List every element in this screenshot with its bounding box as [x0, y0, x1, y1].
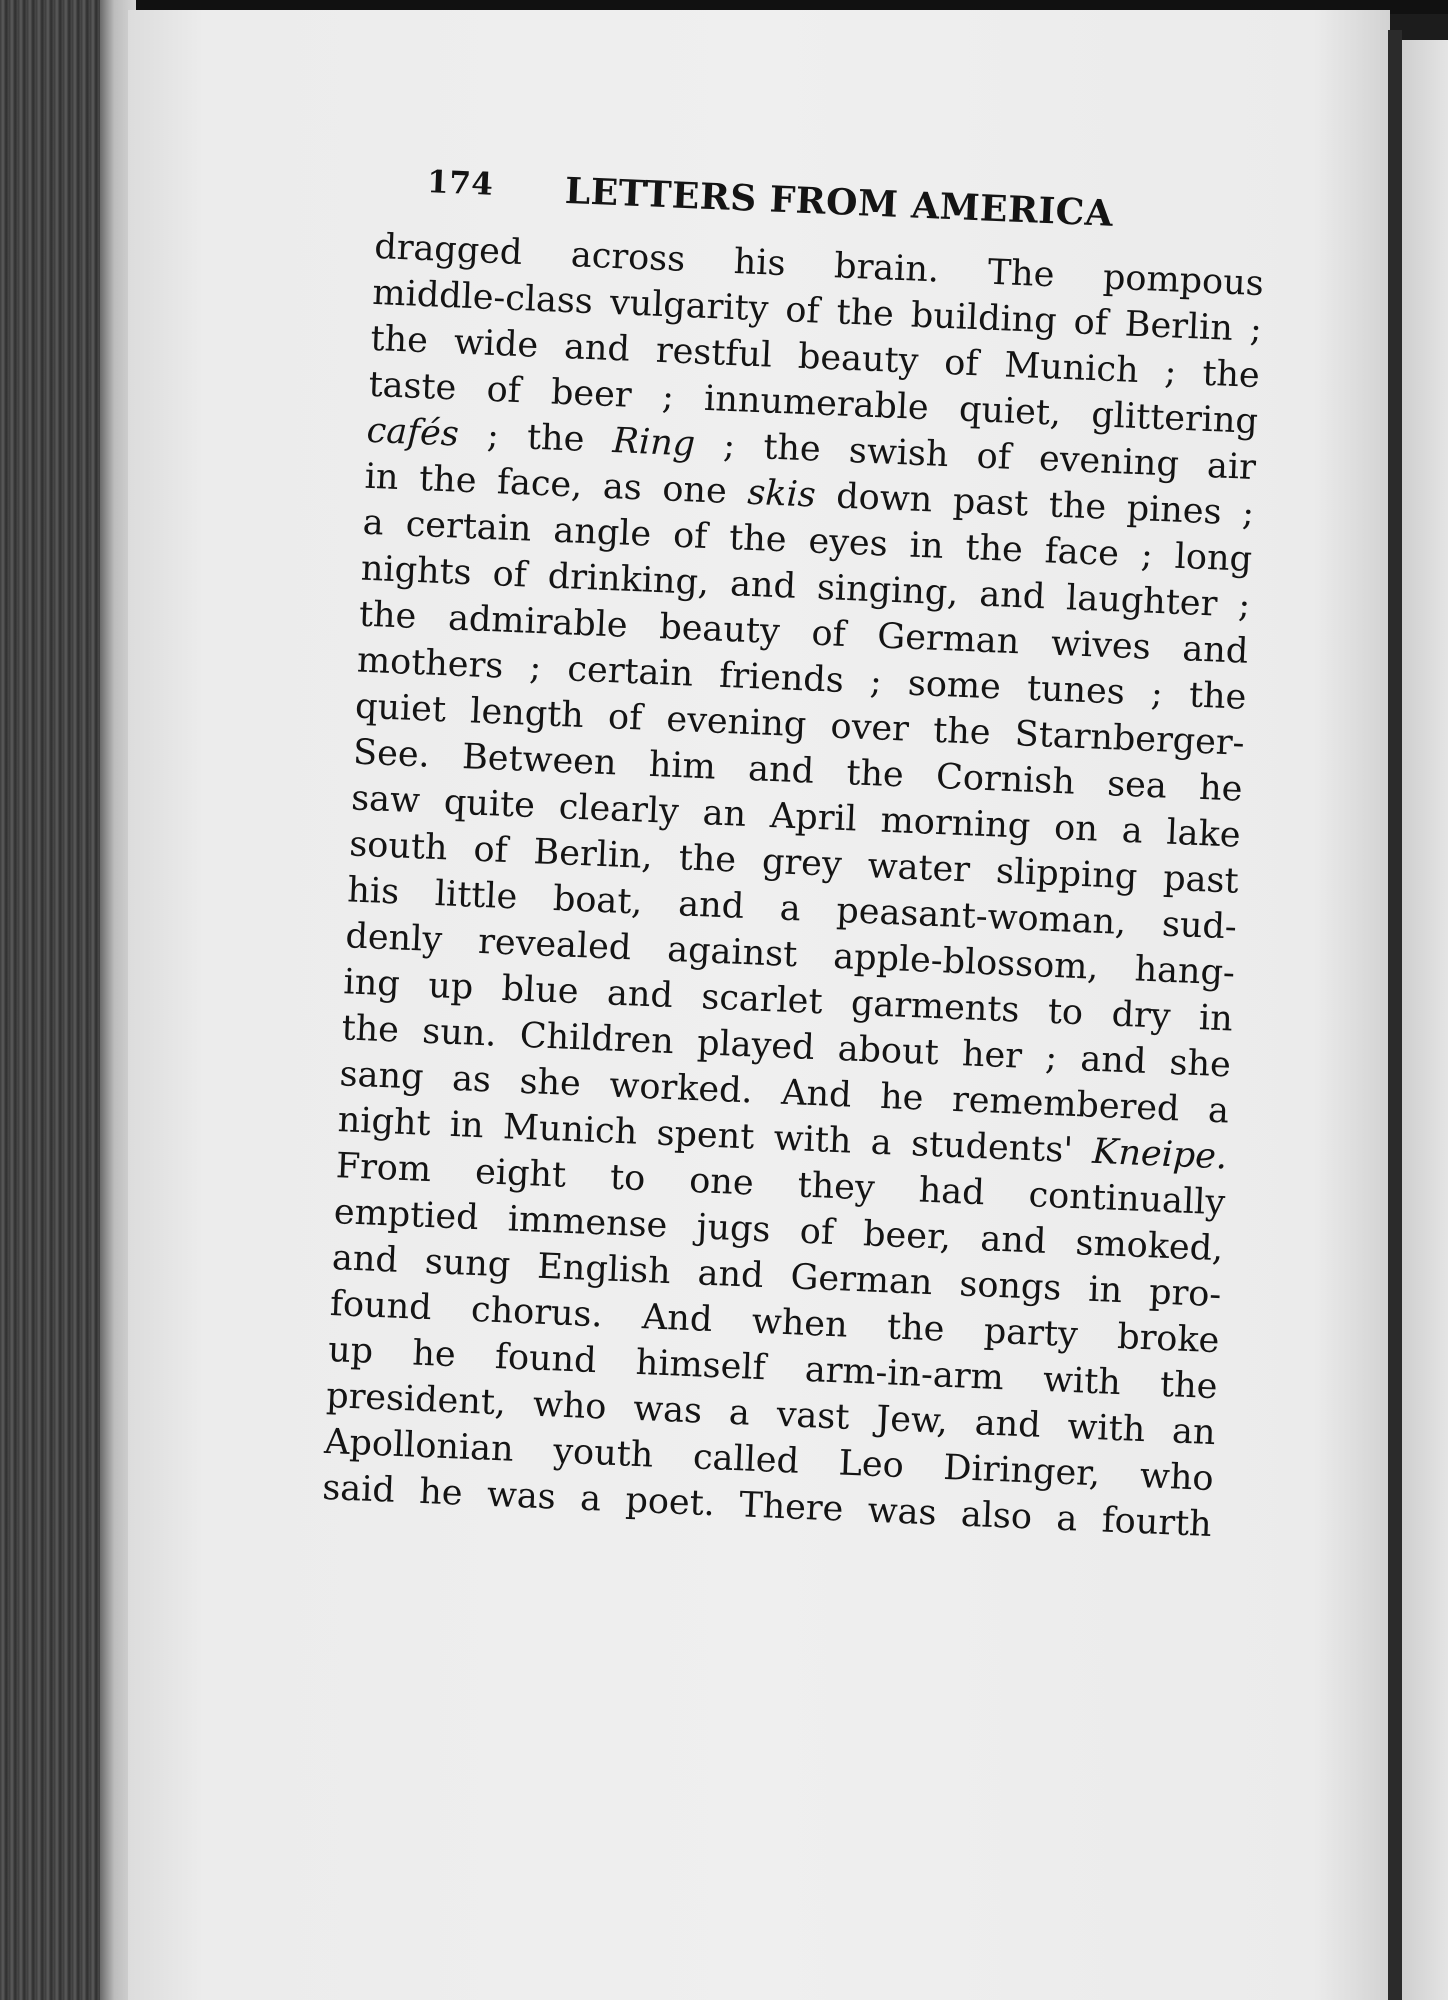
text-line: found chorus. And when the party broke: [329, 1284, 1221, 1362]
text-line: See. Between him and the Cornish sea he: [352, 732, 1244, 810]
text-line: president, who was a vast Jew, and with an: [325, 1375, 1217, 1454]
page-text-block: [321, 162, 1267, 1548]
text-line: taste of beer ; innumerable quiet, glittering: [367, 364, 1259, 443]
text-line: cafés ; the Ring ; the swish of evening air: [365, 410, 1257, 489]
text-line: mothers ; certain friends ; some tunes ; the: [356, 640, 1248, 718]
text-line: his little boat, and a peasant-woman, sud-: [346, 870, 1238, 948]
running-title: LETTERS FROM AMERICA: [564, 169, 1115, 235]
text-line: Apollonian youth called Leo Diringer, who: [323, 1421, 1215, 1500]
text-line: the admirable beauty of German wives and: [358, 594, 1250, 672]
text-line: quiet length of evening over the Starnberger-: [354, 686, 1246, 764]
text-line: dragged across his brain. The pompous: [373, 226, 1265, 305]
body-text: [321, 224, 1264, 1548]
text-line: and sung English and German songs in pro-: [331, 1238, 1223, 1316]
text-line: night in Munich spent with a students' Kneipe.: [337, 1100, 1228, 1178]
text-line: sang as she worked. And he remembered a: [338, 1054, 1230, 1132]
text-line: the wide and restful beauty of Munich ; the: [369, 318, 1261, 397]
text-line: middle-class vulgarity of the building of Berlin ;: [371, 272, 1263, 351]
text-line: said he was a poet. There was also a fourth: [321, 1467, 1213, 1546]
text-line: From eight to one they had continually: [335, 1146, 1226, 1224]
text-line: denly revealed against apple-blossom, hang-: [344, 916, 1236, 994]
page-number: 174: [426, 164, 495, 203]
adjacent-page-edge: [1402, 40, 1448, 2000]
text-line: in the face, as one skis down past the pines ;: [363, 456, 1255, 534]
text-line: emptied immense jugs of beer, and smoked,: [333, 1192, 1225, 1270]
text-line: the sun. Children played about her ; and she: [340, 1008, 1232, 1086]
page-right-shadow: [1388, 30, 1402, 2000]
text-line: saw quite clearly an April morning on a lake: [350, 778, 1242, 856]
text-line: a certain angle of the eyes in the face ; long: [362, 502, 1253, 580]
text-line: south of Berlin, the grey water slipping past: [348, 824, 1240, 902]
text-line: up he found himself arm-in-arm with the: [327, 1329, 1219, 1408]
text-line: nights of drinking, and singing, and laughter ;: [360, 548, 1251, 626]
text-line: ing up blue and scarlet garments to dry in: [342, 962, 1234, 1040]
